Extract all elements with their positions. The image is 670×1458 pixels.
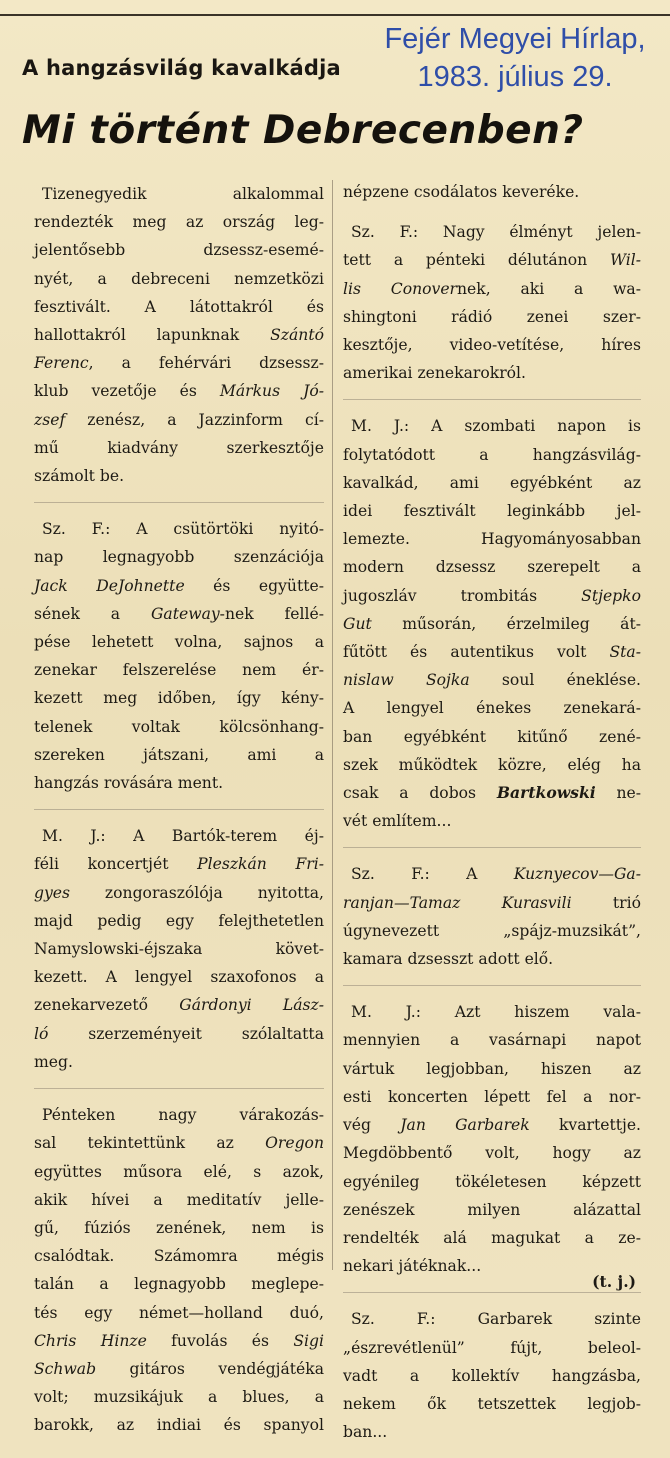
text-line: nislaw Sojka soul éneklése. bbox=[343, 671, 641, 690]
text-line: Namyslowski-éjszaka követ- bbox=[34, 940, 324, 959]
column-divider bbox=[332, 180, 333, 1270]
text-line: Sz. F.: A Kuznyecov—Ga- bbox=[351, 865, 641, 884]
text-line: nekem ők tetszettek legjob- bbox=[343, 1394, 641, 1413]
text-line: Schwab gitáros vendégjátéka bbox=[34, 1359, 324, 1378]
text-line: „észrevétlenül” fújt, beleol- bbox=[343, 1338, 641, 1357]
name-markus: Márkus Jó- bbox=[219, 382, 325, 401]
text-line: Ferenc, a fehérvári dzsessz- bbox=[34, 354, 324, 373]
text-line: népzene csodálatos keveréke. bbox=[343, 183, 580, 201]
text-line: Chris Hinze fuvolás és Sigi bbox=[34, 1331, 324, 1350]
text-line: féli koncertjét Pleszkán Fri- bbox=[34, 855, 324, 874]
text-line: Sz. F.: Garbarek szinte bbox=[351, 1310, 641, 1329]
text-line: sének a Gateway-nek fellé- bbox=[34, 604, 324, 623]
text-line: amerikai zenekarokról. bbox=[343, 364, 526, 383]
name-szanto: Szántó bbox=[270, 326, 324, 345]
column-left bbox=[34, 180, 324, 1452]
text-line: zenekar felszerelése nem ér- bbox=[34, 661, 324, 680]
text-line: kesztője, video-vetítése, híres bbox=[343, 336, 641, 355]
text-line: pése lehetett volna, sajnos a bbox=[34, 633, 324, 652]
text-line: telenek voltak kölcsönhang- bbox=[34, 717, 324, 736]
name-ferenc: Ferenc bbox=[34, 354, 89, 373]
text-line: Jack DeJohnette és együtte- bbox=[34, 576, 324, 595]
paragraph-separator bbox=[34, 809, 324, 810]
text-line: Pénteken nagy várakozás- bbox=[42, 1106, 324, 1125]
text-line: vártuk legjobban, hiszen az bbox=[343, 1059, 641, 1078]
text-line: gyes zongoraszólója nyitotta, bbox=[34, 883, 324, 902]
name-zsef: zsef bbox=[34, 410, 66, 429]
text-line: Sz. F.: A csütörtöki nyitó- bbox=[42, 520, 324, 539]
text-line: A lengyel énekes zenekará- bbox=[343, 699, 641, 718]
text-line: lis Conovernek, aki a wa- bbox=[343, 279, 641, 298]
paragraph-separator bbox=[34, 1088, 324, 1089]
text-line: számolt be. bbox=[34, 467, 125, 486]
article-headline: Mi történt Debrecenben? bbox=[22, 108, 584, 153]
paragraph-intro bbox=[34, 180, 324, 490]
text-line: nekari játéknak... bbox=[343, 1257, 482, 1276]
paragraph-saturday bbox=[343, 412, 641, 835]
text-line: zenészek milyen alázattal bbox=[343, 1200, 641, 1219]
text-line: hangzás rovására ment. bbox=[34, 774, 224, 793]
text-line: mennyien a vasárnapi napot bbox=[343, 1031, 641, 1050]
text-line: ban... bbox=[343, 1423, 388, 1442]
text-line: lemezte. Hagyományosabban bbox=[343, 530, 641, 549]
paragraph-trio bbox=[343, 860, 641, 973]
text-line: sal tekintettünk az Oregon bbox=[34, 1134, 324, 1153]
text-line: fesztivált. A látottakról és bbox=[34, 297, 324, 316]
text-line: hallottakról lapunknak Szántó bbox=[34, 326, 324, 345]
article-kicker: A hangzásvilág kavalkádja bbox=[22, 56, 341, 80]
source-date: 1983. július 29. bbox=[417, 61, 613, 93]
text-line: volt; muzsikájuk a blues, a bbox=[34, 1388, 324, 1407]
text-line: idei fesztivált leginkább jel- bbox=[343, 502, 641, 521]
text-line: kamara dzsesszt adott elő. bbox=[343, 950, 554, 969]
text-line: akik hívei a meditatív jelle- bbox=[34, 1190, 324, 1209]
text-line: csalódtak. Számomra mégis bbox=[34, 1247, 324, 1266]
text-line: ló szerzeményeit szólaltatta bbox=[34, 1024, 324, 1043]
text-line: vét említem... bbox=[343, 812, 452, 831]
text-line: M. J.: A Bartók-terem éj- bbox=[42, 827, 324, 846]
text-line: shingtoni rádió zenei szer- bbox=[343, 307, 641, 326]
text-line: Megdöbbentő volt, hogy az bbox=[343, 1144, 641, 1163]
text-line: mű kiadvány szerkesztője bbox=[34, 438, 324, 457]
paragraph-separator bbox=[34, 502, 324, 503]
paragraph-bartok-terem bbox=[34, 822, 324, 1076]
text-line: Tizenegyedik alkalommal bbox=[42, 185, 324, 203]
text-line: esti koncerten lépett fel a nor- bbox=[343, 1087, 641, 1106]
text-line: M. J.: Azt hiszem vala- bbox=[351, 1003, 641, 1022]
paragraph-separator bbox=[343, 985, 641, 986]
text-line: rendezték meg az ország leg- bbox=[34, 213, 324, 232]
text-line: Sz. F.: Nagy élményt jelen- bbox=[351, 223, 641, 242]
paragraph-continuation bbox=[343, 178, 641, 206]
text-line: rendelték alá magukat a ze- bbox=[343, 1228, 641, 1247]
source-annotation bbox=[370, 20, 660, 96]
paragraph-friday bbox=[34, 1101, 324, 1439]
text-line: modern dzsessz szerepelt a bbox=[343, 558, 641, 577]
text-line: kezett meg időben, így kény- bbox=[34, 689, 324, 708]
text-line: tés egy német—holland duó, bbox=[34, 1303, 324, 1322]
text-line: vadt a kollektív hangzásba, bbox=[343, 1366, 641, 1385]
text-line: nyét, a debreceni nemzetközi bbox=[34, 269, 324, 288]
text-line: Gut műsorán, érzelmileg át- bbox=[343, 614, 641, 633]
text-line: csak a dobos Bartkowski ne- bbox=[343, 783, 641, 803]
top-rule bbox=[0, 14, 670, 16]
paragraph-separator bbox=[343, 847, 641, 848]
text-line: tett a pénteki délutánon Wil- bbox=[343, 251, 641, 270]
column-right bbox=[343, 178, 641, 1458]
text-line: meg. bbox=[34, 1052, 73, 1071]
author-signature: (t. j.) bbox=[592, 1272, 636, 1291]
text-line: együttes műsora elé, s azok, bbox=[34, 1162, 324, 1181]
text-line: zenekarvezető Gárdonyi Lász- bbox=[34, 996, 324, 1015]
text-line: szek működtek közre, elég ha bbox=[343, 755, 641, 774]
text-line: szereken játszani, ami a bbox=[34, 745, 324, 764]
text-line: M. J.: A szombati napon is bbox=[351, 417, 641, 436]
text-line: ranjan—Tamaz Kurasvili trió bbox=[343, 893, 641, 912]
paragraph-separator bbox=[343, 1292, 641, 1293]
text-line: kavalkád, ami egyébként az bbox=[343, 473, 641, 492]
text-line: vég Jan Garbarek kvartettje. bbox=[343, 1116, 642, 1135]
text-line: jugoszláv trombitás Stjepko bbox=[343, 586, 641, 605]
text-line: talán a legnagyobb meglepe- bbox=[34, 1275, 324, 1294]
text-line: barokk, az indiai és spanyol bbox=[34, 1416, 324, 1435]
paragraph-separator bbox=[343, 399, 641, 400]
paragraph-sunday bbox=[343, 998, 641, 1280]
text-line: egyénileg tökéletesen képzett bbox=[343, 1172, 641, 1191]
text-line: ban egyébként kitűnő zené- bbox=[343, 727, 641, 746]
text-line: fűtött és autentikus volt Sta- bbox=[343, 643, 641, 662]
text-line: nap legnagyobb szenzációja bbox=[34, 548, 324, 567]
text-line: úgynevezett „spájz-muzsikát”, bbox=[343, 921, 641, 940]
text-line: jelentősebb dzsessz-esemé- bbox=[34, 241, 324, 260]
paragraph-conover bbox=[343, 218, 641, 387]
text-line: majd pedig egy felejthetetlen bbox=[34, 911, 324, 930]
source-publication: Fejér Megyei Hírlap, bbox=[384, 23, 646, 55]
text-line: kezett. A lengyel szaxofonos a bbox=[34, 968, 324, 987]
text-line: klub vezetője és Márkus Jó- bbox=[34, 382, 325, 401]
paragraph-thursday bbox=[34, 515, 324, 797]
text-line: gű, fúziós zenének, nem is bbox=[34, 1218, 324, 1237]
paragraph-garbarek bbox=[343, 1305, 641, 1446]
text-line: folytatódott a hangzásvilág- bbox=[343, 445, 641, 464]
text-line: zsef zenész, a Jazzinform cí- bbox=[34, 410, 324, 429]
